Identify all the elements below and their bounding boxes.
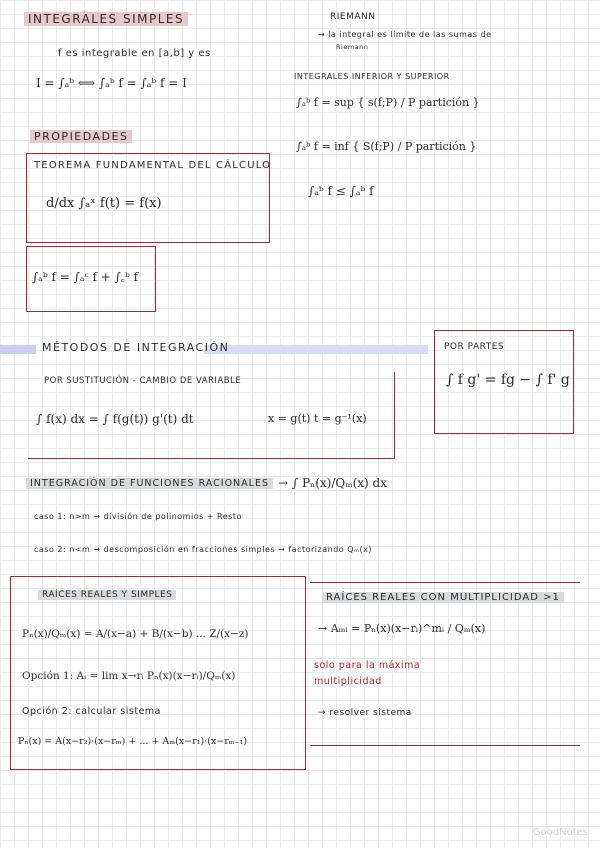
por-partes-title: POR PARTES xyxy=(444,342,505,352)
tfc-equation: d/dx ∫ₐˣ f(t) = f(x) xyxy=(46,196,162,211)
heading-metodos: MÉTODOS DE INTEGRACIÓN xyxy=(42,341,230,354)
opcion-2: Opción 2: calcular sistema xyxy=(22,706,161,717)
tfc-title: TEOREMA FUNDAMENTAL DEL CÁLCULO xyxy=(34,160,272,171)
caso-1: caso 1: n>m → división de polinomios + Resto xyxy=(34,512,242,521)
definition-equation: I = ∫ₐᵇ ⟺ ∫ₐᵇ f = ∫ₐᵇ f = I xyxy=(36,76,187,90)
sustitucion-vars: x = g(t) t = g⁻¹(x) xyxy=(268,412,367,425)
inf-le-sup-eq: ∫ₐᵇ f ≤ ∫ₐᵇ f xyxy=(308,184,374,198)
raices-simples-title: RAÍCES REALES Y SIMPLES xyxy=(38,590,176,600)
heading-integrales-simples: INTEGRALES SIMPLES xyxy=(24,12,188,26)
goodnotes-watermark: GoodNotes xyxy=(532,827,588,838)
sistema-equation: Pₙ(x) = A(x−r₂)·(x−rₘ) + ... + Aₘ(x−r₁)·(x−rₘ₋₁) xyxy=(18,736,248,747)
riemann-title: RIEMANN xyxy=(330,12,376,22)
sustitucion-equation: ∫ f(x) dx = ∫ f(g(t)) g'(t) dt xyxy=(36,412,194,426)
upper-integral-eq: ∫ₐᵇ f = sup { s(f;P) / P partición } xyxy=(296,96,480,109)
raices-mult-title: RAÍCES REALES CON MULTIPLICIDAD >1 xyxy=(322,592,564,603)
raices-simples-equation: Pₙ(x)/Qₘ(x) = A/(x−a) + B/(x−b) ... Z/(x−z) xyxy=(22,628,249,640)
additivity-equation: ∫ₐᵇ f = ∫ₐᶜ f + ∫꜀ᵇ f xyxy=(32,270,139,284)
riemann-line-2: Riemann xyxy=(336,43,369,51)
racionales-equation: → ∫ Pₙ(x)/Qₘ(x) dx xyxy=(278,476,387,490)
heading-racionales: INTEGRACIÓN DE FUNCIONES RACIONALES xyxy=(26,478,273,489)
note-solo-para-2: multiplicidad xyxy=(314,676,382,687)
note-solo-para-1: solo para la máxima xyxy=(314,660,421,671)
inf-sup-title: INTEGRALES INFERIOR Y SUPERIOR xyxy=(294,72,450,81)
definition-line: f es integrable en [a,b] y es xyxy=(58,48,211,59)
raices-mult-equation: → Aₘᵢ = Pₙ(x)(x−rᵢ)^mᵢ / Qₘ(x) xyxy=(318,622,486,635)
highlight-bar-left xyxy=(0,345,36,354)
resolver-sistema: → resolver sistema xyxy=(318,708,412,718)
lower-integral-eq: ∫ₐᵇ f = inf { S(f;P) / P partición } xyxy=(296,140,477,153)
sustitucion-title: POR SUSTITUCIÓN - CAMBIO DE VARIABLE xyxy=(44,376,242,386)
caso-2: caso 2: n<m → descomposición en fracciones simples → factorizando Qₘ(x) xyxy=(34,545,372,554)
opcion-1: Opción 1: Aᵢ = lim x→rᵢ Pₙ(x)(x−rᵢ)/Qₘ(x) xyxy=(22,670,236,682)
highlight-bar-right xyxy=(204,345,428,354)
riemann-line-1: → la integral es límite de las sumas de xyxy=(318,30,492,39)
heading-propiedades: PROPIEDADES xyxy=(30,130,132,143)
por-partes-equation: ∫ f g' = fg − ∫ f' g xyxy=(446,372,570,388)
